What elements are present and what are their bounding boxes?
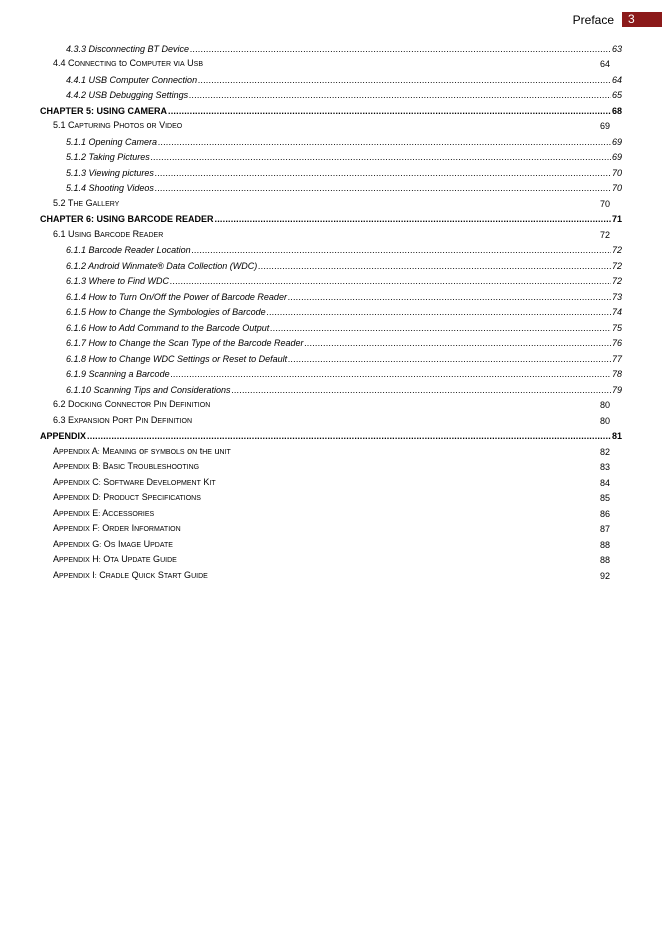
- toc-entry[interactable]: [40, 566, 622, 582]
- toc-entry-title: APPENDIX I: CRADLE QUICK START GUIDE: [53, 569, 208, 580]
- toc-entry-title: 4.4 CONNECTING tO COMPUTER vIA USB: [53, 58, 204, 68]
- toc-entry[interactable]: [40, 70, 622, 86]
- toc-entry-page: 71: [611, 214, 622, 224]
- toc-entry-title: CHAPTER 5: USING CAMERA: [40, 105, 168, 116]
- toc-entry[interactable]: [40, 535, 622, 551]
- toc-entry-title: 6.1.2 Android Winmate® Data Collection (WDC): [66, 260, 258, 271]
- toc-entry-title: APPENDIX D: PRODUCT SPECIFICATIONS: [53, 492, 201, 502]
- toc-entry-page: 79: [611, 384, 622, 395]
- toc-entry-title: 5.1.1 Opening Camera: [66, 136, 158, 147]
- toc-entry-title: 6.1.7 How to Change the Scan Type of the Barcode Reader: [66, 338, 304, 348]
- toc-entry[interactable]: [40, 365, 622, 381]
- toc-dot-leader: [171, 369, 611, 380]
- toc-entry-page: 87: [600, 524, 611, 534]
- header-page-number: 3: [622, 12, 662, 27]
- toc-entry-page: 74: [611, 307, 622, 317]
- page-header: [573, 11, 662, 28]
- toc-entry-title: 5.1.4 Shooting Videos: [66, 183, 154, 193]
- toc-entry[interactable]: [40, 132, 622, 148]
- toc-entry-page: 73: [611, 291, 622, 302]
- toc-entry[interactable]: [40, 101, 622, 117]
- toc-entry[interactable]: [40, 473, 622, 489]
- toc-entry-title: 6.1.3 Where to Find WDC: [66, 276, 170, 286]
- toc-entry-title: APPENDIX G: OS IMAGE UPDATE: [53, 538, 173, 549]
- toc-entry-page: 77: [611, 353, 622, 364]
- toc-entry[interactable]: [40, 39, 622, 55]
- toc-dot-leader: [192, 245, 611, 256]
- toc-entry-page: 72: [611, 260, 622, 271]
- toc-entry-title: 6.1.9 Scanning a Barcode: [66, 369, 170, 379]
- toc-entry-page: 88: [600, 555, 611, 565]
- toc-entry[interactable]: [40, 148, 622, 164]
- toc-entry-title: 6.1.8 How to Change WDC Settings or Reset to Default: [66, 353, 288, 364]
- toc-entry[interactable]: [40, 303, 622, 319]
- toc-entry-title: 4.4.2 USB Debugging Settings: [66, 90, 189, 100]
- toc-entry[interactable]: [40, 411, 622, 427]
- toc-entry-title: 6.2 DOCKING CONNECTOR PIN DEFINITION: [53, 399, 211, 409]
- toc-entry[interactable]: [40, 287, 622, 303]
- toc-entry-page: 70: [600, 198, 611, 209]
- toc-dot-leader: [170, 276, 611, 287]
- toc-entry-page: 64: [611, 74, 622, 85]
- toc-dot-leader: [267, 307, 611, 318]
- toc-dot-leader: [87, 431, 611, 442]
- toc-entry-page: 76: [611, 338, 622, 348]
- toc-entry[interactable]: [40, 318, 622, 334]
- toc-entry[interactable]: [40, 427, 622, 443]
- toc-entry[interactable]: [40, 55, 622, 71]
- toc-entry-page: 68: [611, 105, 622, 116]
- toc-dot-leader: [304, 338, 611, 349]
- toc-entry[interactable]: [40, 442, 622, 458]
- toc-entry-page: 84: [600, 477, 611, 488]
- toc-dot-leader: [168, 106, 611, 117]
- toc-entry-page: 64: [600, 59, 611, 69]
- toc-entry[interactable]: [40, 179, 622, 195]
- toc-dot-leader: [155, 168, 611, 179]
- toc-dot-leader: [288, 292, 611, 303]
- toc-dot-leader: [232, 385, 611, 396]
- toc-entry-page: 81: [611, 431, 622, 441]
- toc-entry-title: 6.1 USING BARCODE READER: [53, 228, 164, 239]
- toc-entry-title: APPENDIX C: SOFTWARE DEVELOPMENT KIT: [53, 476, 216, 487]
- toc-entry-page: 72: [611, 245, 622, 255]
- toc-entry-page: 85: [600, 493, 611, 503]
- toc-dot-leader: [215, 214, 611, 225]
- toc-entry-title: 6.1.1 Barcode Reader Location: [66, 245, 191, 255]
- header-title: Preface: [572, 12, 614, 27]
- toc-entry-title: 4.3.3 Disconnecting BT Device: [66, 43, 190, 54]
- toc-dot-leader: [258, 261, 611, 272]
- toc-entry-title: APPENDIX H: OTA UPDATE GUIDE: [53, 554, 177, 564]
- toc-entry[interactable]: [40, 489, 622, 505]
- toc-entry[interactable]: [40, 163, 622, 179]
- toc-entry[interactable]: [40, 117, 622, 133]
- toc-entry-page: 80: [600, 415, 611, 426]
- toc-entry-page: 72: [611, 276, 622, 286]
- toc-entry-page: 63: [611, 43, 622, 54]
- toc-entry-title: 5.2 THE GALLERY: [53, 197, 120, 208]
- toc-dot-leader: [198, 75, 611, 86]
- toc-entry-page: 92: [600, 570, 611, 581]
- toc-entry[interactable]: [40, 86, 622, 102]
- table-of-contents: [40, 39, 622, 582]
- toc-dot-leader: [190, 44, 611, 55]
- toc-entry-title: APPENDIX B: BASIC TROUBLESHOOTING: [53, 461, 200, 471]
- toc-entry-page: 69: [611, 152, 622, 162]
- toc-entry-page: 72: [600, 229, 611, 240]
- toc-entry[interactable]: [40, 194, 622, 210]
- toc-entry-title: APPENDIX E: ACCESSORIES: [53, 507, 155, 518]
- toc-entry[interactable]: [40, 256, 622, 272]
- toc-dot-leader: [158, 137, 611, 148]
- toc-entry-title: 6.1.5 How to Change the Symbologies of Barcode: [66, 307, 266, 317]
- toc-dot-leader: [189, 90, 611, 101]
- toc-entry[interactable]: [40, 334, 622, 350]
- toc-entry-title: 6.3 EXPANSION PORT PIN DEFINITION: [53, 414, 193, 425]
- toc-entry-title: 5.1 CAPTURING PHOTOS oR VIDEO: [53, 120, 183, 130]
- toc-entry-title: 6.1.4 How to Turn On/Off the Power of Barcode Reader: [66, 291, 287, 302]
- toc-entry-page: 78: [611, 369, 622, 379]
- toc-entry-page: 75: [611, 322, 622, 333]
- toc-entry-title: 5.1.3 Viewing pictures: [66, 167, 154, 178]
- toc-entry-title: 4.4.1 USB Computer Connection: [66, 74, 198, 85]
- toc-entry[interactable]: [40, 504, 622, 520]
- toc-entry-page: 86: [600, 508, 611, 519]
- toc-entry[interactable]: [40, 225, 622, 241]
- toc-entry-title: 5.1.2 Taking Pictures: [66, 152, 150, 162]
- toc-dot-leader: [270, 323, 611, 334]
- toc-entry[interactable]: [40, 272, 622, 288]
- toc-entry-page: 65: [611, 90, 622, 100]
- toc-entry-page: 70: [611, 167, 622, 178]
- toc-entry-title: APPENDIX F: ORDER INFORMATION: [53, 523, 181, 533]
- toc-entry-page: 83: [600, 462, 611, 472]
- toc-entry[interactable]: [40, 520, 622, 536]
- toc-entry-page: 70: [611, 183, 622, 193]
- toc-dot-leader: [151, 152, 611, 163]
- toc-entry-page: 82: [600, 446, 611, 457]
- toc-entry[interactable]: [40, 551, 622, 567]
- toc-entry-page: 69: [600, 121, 611, 131]
- toc-entry[interactable]: [40, 380, 622, 396]
- toc-entry[interactable]: [40, 458, 622, 474]
- toc-dot-leader: [155, 183, 611, 194]
- toc-entry-title: APPENDIX A: MEANING oF sYMBOLS oN tHE uNIT: [53, 445, 231, 456]
- toc-entry-page: 88: [600, 539, 611, 550]
- toc-entry-page: 69: [611, 136, 622, 147]
- toc-entry[interactable]: [40, 349, 622, 365]
- toc-entry-title: 6.1.6 How to Add Command to the Barcode Output: [66, 322, 270, 333]
- toc-entry[interactable]: [40, 210, 622, 226]
- toc-entry-title: 6.1.10 Scanning Tips and Considerations: [66, 384, 231, 395]
- toc-entry[interactable]: [40, 241, 622, 257]
- toc-dot-leader: [288, 354, 611, 365]
- toc-entry[interactable]: [40, 396, 622, 412]
- toc-entry-page: 80: [600, 400, 611, 410]
- toc-entry-title: CHAPTER 6: USING BARCODE READER: [40, 214, 214, 224]
- toc-entry-title: APPENDIX: [40, 431, 87, 441]
